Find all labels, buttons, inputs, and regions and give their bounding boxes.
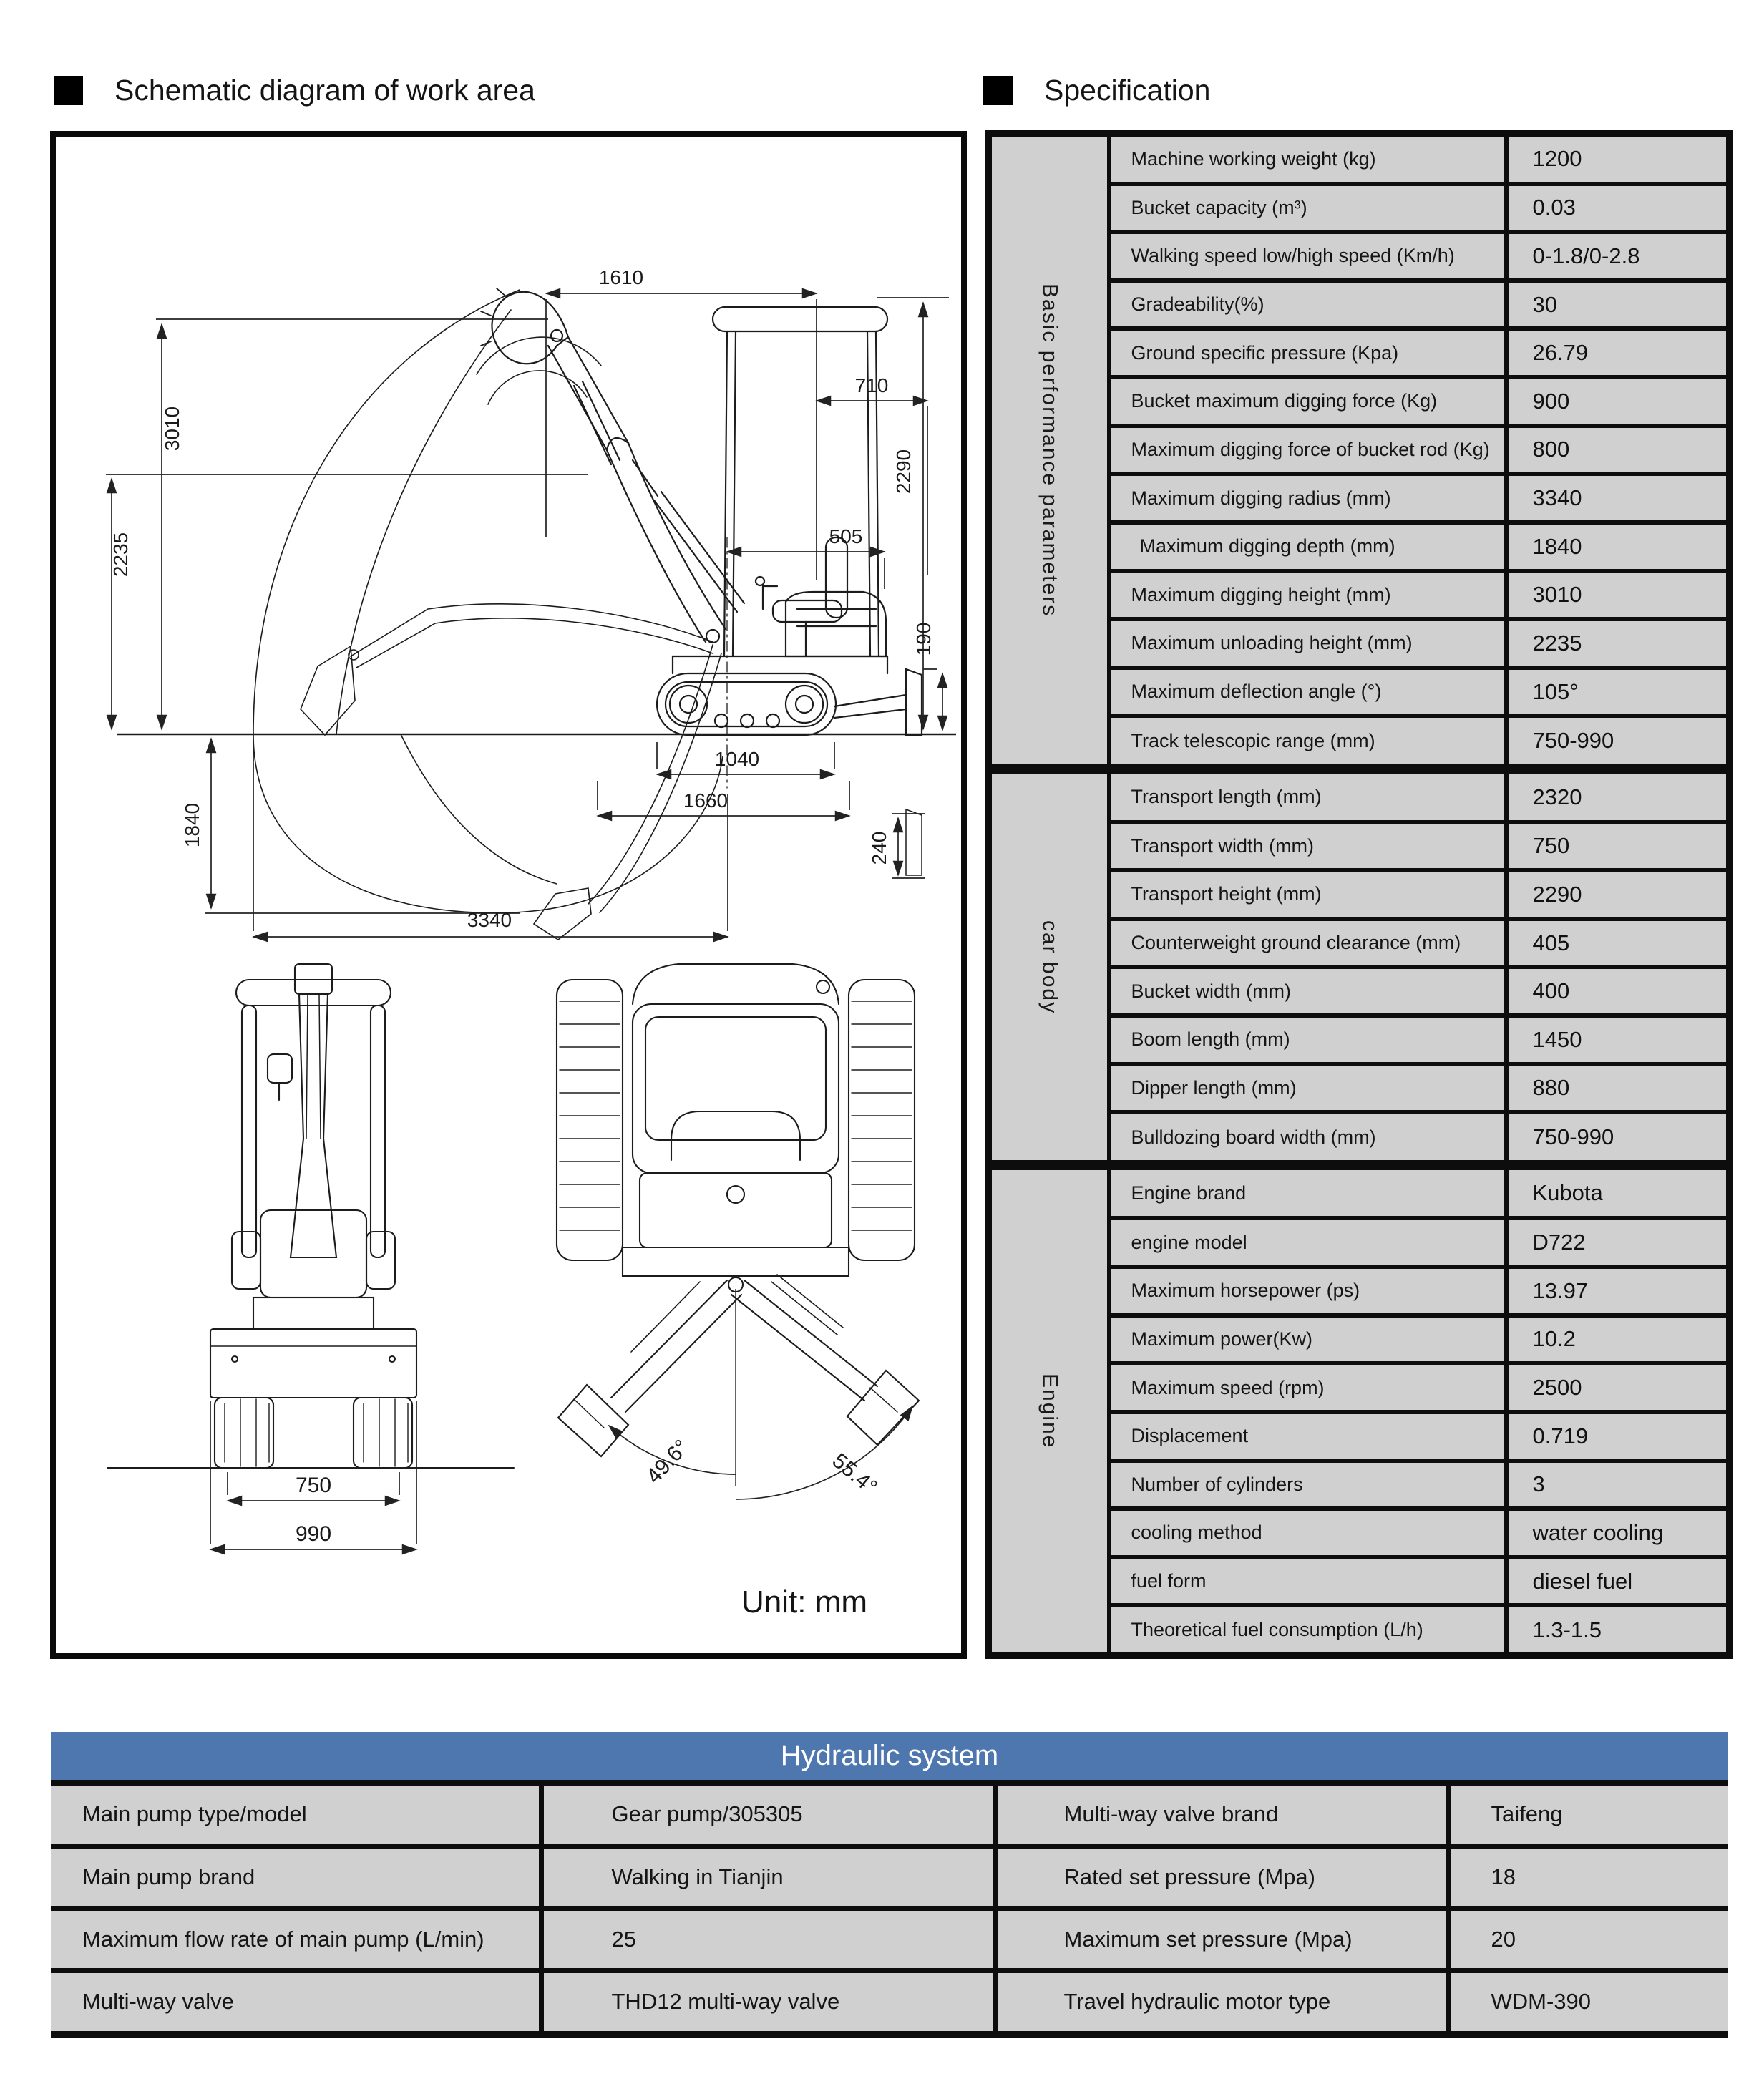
spec-value: water cooling [1506,1509,1730,1557]
angle-left-label: 49.6° [641,1435,694,1489]
spec-label: Dipper length (mm) [1109,1064,1506,1113]
spec-value: 2320 [1506,769,1730,822]
spec-label: Machine working weight (kg) [1109,134,1506,184]
spec-label: Counterweight ground clearance (mm) [1109,919,1506,968]
spec-label: Maximum power(Kw) [1109,1315,1506,1364]
hyd-label: Maximum flow rate of main pump (L/min) [51,1908,541,1970]
excavator-rear-view [557,964,919,1456]
spec-value: 1450 [1506,1016,1730,1064]
work-area-title-text: Schematic diagram of work area [114,73,535,107]
spec-value: 10.2 [1506,1315,1730,1364]
spec-label: Number of cylinders [1109,1461,1506,1509]
dim-990-label: 990 [295,1522,332,1546]
spec-value: 3340 [1506,474,1730,522]
work-area-schematic [56,137,961,1653]
dim-710-label: 710 [854,374,889,396]
spec-label: Boom length (mm) [1109,1016,1506,1064]
hyd-value: 20 [1448,1908,1728,1970]
hydraulic-system-header [51,1732,1728,1780]
dim-1040-label: 1040 [714,748,760,770]
swing-angle-labels [642,1436,882,1499]
spec-value: D722 [1506,1218,1730,1267]
hyd-value: Taifeng [1448,1783,1728,1846]
hyd-value: THD12 multi-way valve [541,1970,995,2034]
excavator-front-view [107,964,514,1468]
spec-label: Maximum deflection angle (°) [1109,668,1506,716]
front-view-dim-labels [296,1474,331,1546]
dim-3340-label: 3340 [467,909,512,931]
spec-label: Maximum horsepower (ps) [1109,1267,1506,1315]
spec-value: 1200 [1506,134,1730,184]
spec-value: 105° [1506,668,1730,716]
spec-value: 26.79 [1506,328,1730,377]
unit-label: Unit: mm [741,1584,867,1620]
hyd-label: Travel hydraulic motor type [995,1970,1448,2034]
specification-title-text: Specification [1044,73,1211,107]
spec-value: 750-990 [1506,1112,1730,1165]
spec-value: 900 [1506,377,1730,426]
spec-value: 3 [1506,1461,1730,1509]
hyd-label: Maximum set pressure (Mpa) [995,1908,1448,1970]
dimension-lines [106,293,949,937]
spec-label: Bulldozing board width (mm) [1109,1112,1506,1165]
hyd-label: Main pump brand [51,1846,541,1908]
spec-label: Gradeability(%) [1109,281,1506,329]
spec-value: 0.03 [1506,184,1730,233]
spec-value: Kubota [1506,1165,1730,1218]
dim-190-label: 190 [912,622,935,656]
specification-table [985,130,1733,1659]
spec-value: 0.719 [1506,1412,1730,1461]
spec-label: Maximum digging height (mm) [1109,571,1506,620]
spec-label: Bucket maximum digging force (Kg) [1109,377,1506,426]
hyd-value: 18 [1448,1846,1728,1908]
hydraulic-system-table [51,1780,1728,2038]
spec-value: 2290 [1506,870,1730,919]
dim-240-label: 240 [868,831,890,865]
hyd-label: Rated set pressure (Mpa) [995,1846,1448,1908]
spec-label: engine model [1109,1218,1506,1267]
spec-label: Maximum speed (rpm) [1109,1363,1506,1412]
spec-value: 1.3-1.5 [1506,1605,1730,1655]
spec-label: Maximum digging force of bucket rod (Kg) [1109,426,1506,474]
spec-label: cooling method [1109,1509,1506,1557]
hyd-label: Main pump type/model [51,1783,541,1846]
angle-right-label: 55.4° [827,1449,882,1499]
dim-1840-label: 1840 [181,802,203,848]
spec-label: Maximum digging depth (mm) [1109,522,1506,571]
hydraulic-system-section [51,1732,1728,2038]
dim-3010-label: 3010 [161,406,183,452]
spec-value: 880 [1506,1064,1730,1113]
hyd-label: Multi-way valve brand [995,1783,1448,1846]
black-square-bullet-icon [983,76,1013,105]
spec-label: Engine brand [1109,1165,1506,1218]
black-square-bullet-icon [54,76,83,105]
spec-value: 2500 [1506,1363,1730,1412]
work-envelope-arcs [253,290,727,940]
dim-1610-label: 1610 [598,266,644,288]
hyd-value: Gear pump/305305 [541,1783,995,1846]
spec-label: Walking speed low/high speed (Km/h) [1109,232,1506,281]
spec-label: fuel form [1109,1557,1506,1606]
spec-value: 30 [1506,281,1730,329]
spec-label: Displacement [1109,1412,1506,1461]
hyd-label: Multi-way valve [51,1970,541,2034]
spec-group-car-body: car body [989,769,1109,1165]
spec-label: Ground specific pressure (Kpa) [1109,328,1506,377]
spec-value: 1840 [1506,522,1730,571]
spec-group-basic-performance: Basic performance parameters [989,134,1109,769]
work-area-title [54,74,535,106]
hyd-value: 25 [541,1908,995,1970]
spec-group-engine: Engine [989,1165,1109,1655]
spec-label: Transport length (mm) [1109,769,1506,822]
hyd-value: WDM-390 [1448,1970,1728,2034]
dim-750-label: 750 [295,1474,332,1497]
spec-value: 13.97 [1506,1267,1730,1315]
spec-label: Transport height (mm) [1109,870,1506,919]
spec-value: 0-1.8/0-2.8 [1506,232,1730,281]
work-area-diagram-box [50,131,967,1659]
hydraulic-system-title: Hydraulic system [780,1740,999,1771]
spec-label: Theoretical fuel consumption (L/h) [1109,1605,1506,1655]
spec-value: 750-990 [1506,716,1730,769]
spec-label: Bucket capacity (m³) [1109,184,1506,233]
dimension-labels [109,266,935,931]
spec-value: 3010 [1506,571,1730,620]
spec-value: 405 [1506,919,1730,968]
dim-2290-label: 2290 [892,449,915,495]
hyd-value: Walking in Tianjin [541,1846,995,1908]
spec-value: 800 [1506,426,1730,474]
spec-label: Maximum digging radius (mm) [1109,474,1506,522]
dim-505-label: 505 [829,525,863,547]
spec-value: 400 [1506,967,1730,1016]
spec-label: Track telescopic range (mm) [1109,716,1506,769]
spec-value: 2235 [1506,619,1730,668]
spec-value: 750 [1506,822,1730,871]
specification-title [983,74,1210,106]
spec-label: Transport width (mm) [1109,822,1506,871]
dim-1660-label: 1660 [683,789,728,812]
spec-label: Maximum unloading height (mm) [1109,619,1506,668]
spec-label: Bucket width (mm) [1109,967,1506,1016]
spec-value: diesel fuel [1506,1557,1730,1606]
dim-2235-label: 2235 [109,532,132,578]
